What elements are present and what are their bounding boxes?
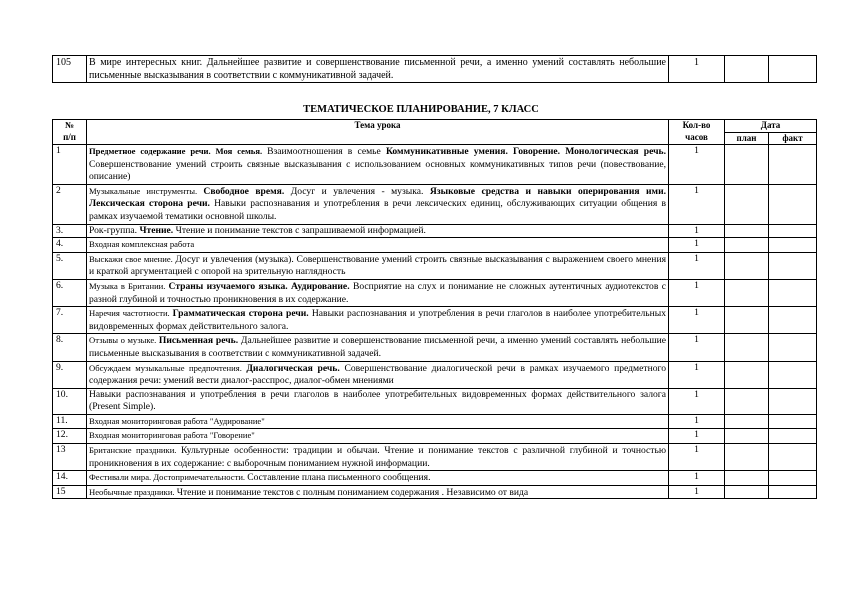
lesson-topic-part: Навыки распознавания и употребления в речи лексических единиц, обслуживающих ситуации общения в рамках изучаемой тематики основной школы.: [89, 198, 666, 222]
lesson-topic-part: Составление плана письменного сообщения.: [247, 472, 431, 484]
lesson-topic-part: Дальнейшее развитие и совершенствование письменной речи, а именно умений составлять небольшие письменные высказывания в соответствии с коммуникативной задачей.: [89, 335, 666, 359]
header-hours: [669, 120, 725, 145]
lesson-topic-part: Музыка в Британии.: [89, 280, 169, 291]
lesson-topic: [87, 184, 669, 224]
table-row: [53, 56, 817, 83]
table-row: [53, 145, 817, 185]
date-fact-cell: [769, 388, 817, 414]
lesson-hours: 1: [669, 429, 725, 444]
lesson-number: 105: [53, 56, 87, 83]
date-fact-cell: [769, 485, 817, 499]
date-plan-cell: [725, 184, 769, 224]
table-row: [53, 224, 817, 238]
table-row: [53, 485, 817, 499]
table-body: [53, 145, 817, 499]
date-fact-cell: [769, 444, 817, 471]
lesson-number: 8.: [53, 334, 87, 361]
lesson-topic-part: Грамматическая сторона речи.: [172, 308, 312, 320]
lesson-topic-part: Чтение.: [139, 224, 176, 236]
lesson-topic-part: Языковые средства и навыки оперирования ими. Лексическая сторона речи.: [89, 185, 666, 210]
table-row: [53, 429, 817, 444]
lesson-topic-part: Свободное время.: [203, 185, 291, 197]
date-fact-cell: [769, 334, 817, 361]
date-fact-cell: [769, 184, 817, 224]
lesson-topic-part: Отзывы о музыке.: [89, 335, 159, 346]
lesson-number: 5.: [53, 252, 87, 279]
table-row: [53, 238, 817, 253]
lesson-topic-part: Рок-группа.: [89, 224, 140, 236]
lesson-topic-part: Фестивали мира. Достопримечательности.: [89, 472, 248, 483]
date-plan-cell: [725, 485, 769, 499]
lesson-topic-part: Восприятие на слух и понимание не сложных аутентичных аудиотекстов с разной глубиной и точностью проникновения в их содержание.: [89, 280, 666, 305]
lesson-topic-part: Взаимоотношения в семье: [267, 146, 386, 157]
lesson-topic-part: Навыки распознавания и употребления в речи глаголов в наиболее употребительных видовременных формах действительного залога.: [89, 308, 666, 332]
lesson-topic-part: Входная мониторинговая работа "Говорение": [89, 430, 255, 441]
lesson-number: 1: [53, 145, 87, 185]
lesson-hours: 1: [669, 224, 725, 238]
date-plan-cell: [725, 334, 769, 361]
lesson-topic-part: Совершенствование диалогической речи в рамках изучаемого предметного содержания речи: умений вести диалог-расспрос, диалог-обмен мнениями: [89, 362, 666, 387]
section-title: ТЕМАТИЧЕСКОЕ ПЛАНИРОВАНИЕ, 7 КЛАСС: [303, 104, 539, 115]
date-plan-cell: [725, 145, 769, 185]
previous-page-table: [52, 55, 817, 83]
header-fact: факт: [769, 132, 817, 145]
lesson-hours: 1: [669, 56, 725, 83]
lesson-number: 14.: [53, 471, 87, 486]
table-row: [53, 184, 817, 224]
lesson-hours: 1: [669, 334, 725, 361]
lesson-topic-part: Обсуждаем музыкальные предпочтения.: [89, 362, 247, 373]
lesson-topic-part: Входная мониторинговая работа "Аудирование": [89, 415, 265, 426]
lesson-hours: 1: [669, 471, 725, 486]
lesson-topic: [87, 429, 669, 444]
lesson-topic-part: Коммуникативные умения. Говорение. Монологическая речь.: [385, 146, 666, 157]
date-plan-cell: [725, 361, 769, 388]
lesson-hours: 1: [669, 279, 725, 306]
lesson-number: 15: [53, 485, 87, 499]
lesson-topic: В мире интересных книг. Дальнейшее развитие и совершенствование письменной речи, а именно умений составлять небольшие письменные высказывания в соответствии с коммуникативной задачей.: [87, 56, 669, 83]
lesson-topic: [87, 224, 669, 238]
lesson-hours: 1: [669, 184, 725, 224]
lesson-hours: 1: [669, 361, 725, 388]
lesson-topic-part: Британские праздники.: [89, 445, 181, 456]
header-topic: Тема урока: [87, 120, 669, 145]
lesson-number: 12.: [53, 429, 87, 444]
lesson-number: 2: [53, 184, 87, 224]
date-plan-cell: [725, 252, 769, 279]
lesson-topic-part: Досуг и увлечения (музыка). Совершенствование умений строить связные высказывания с выражением своего мнения и краткой аргументацией с опорой на зрительную наглядность: [89, 253, 666, 278]
lesson-topic-part: Досуг и увлечения - музыка.: [290, 185, 430, 197]
lesson-topic-part: Наречия частотности.: [89, 308, 173, 319]
lesson-number: 4.: [53, 238, 87, 253]
date-plan-cell: [725, 388, 769, 414]
date-fact-cell: [769, 145, 817, 185]
date-plan-cell: [725, 307, 769, 334]
lesson-number: 10.: [53, 388, 87, 414]
lesson-topic: [87, 334, 669, 361]
lesson-number: 13: [53, 444, 87, 471]
thematic-planning-table: [52, 119, 817, 499]
date-fact-cell: [769, 238, 817, 253]
header-number: [53, 120, 87, 145]
lesson-hours: 1: [669, 238, 725, 253]
lesson-topic-part: Диалогическая речь.: [246, 362, 345, 374]
header-hours-line2: часов: [685, 131, 708, 142]
lesson-topic: [87, 361, 669, 388]
table-row: [53, 414, 817, 429]
lesson-topic: [87, 145, 669, 185]
lesson-topic-part: Предметное содержание речи. Моя семья.: [89, 146, 268, 156]
lesson-topic-part: Навыки распознавания и употребления в речи глаголов в наиболее употребительных видовременных формах действительного залога (Present Simple).: [89, 388, 666, 413]
table-row: [53, 361, 817, 388]
table-row: [53, 279, 817, 306]
date-fact-cell: [769, 307, 817, 334]
lesson-topic-part: Письменная речь.: [158, 335, 241, 347]
lesson-topic: [87, 471, 669, 486]
header-number-line1: №: [64, 120, 75, 130]
table-row: [53, 252, 817, 279]
lesson-topic-part: Совершенствование умений строить связные высказывания с использованием основных коммуникативных типов речи (повествование, описание): [89, 158, 666, 183]
lesson-topic: [87, 414, 669, 429]
header-date: Дата: [725, 120, 817, 133]
lesson-hours: 1: [669, 145, 725, 185]
lesson-topic-part: Культурные особенности: традиции и обычаи. Чтение и понимание текстов с различной глубиной и точностью проникновения в их содержание: с выборочным пониманием нужной информации.: [89, 445, 666, 469]
lesson-topic-part: Страны изучаемого языка.: [168, 280, 291, 292]
date-fact-cell: [769, 224, 817, 238]
lesson-topic: [87, 388, 669, 414]
table-row: [53, 388, 817, 414]
date-plan-cell: [725, 238, 769, 253]
lesson-hours: 1: [669, 388, 725, 414]
date-fact-cell: [769, 429, 817, 444]
lesson-hours: 1: [669, 252, 725, 279]
lesson-topic: [87, 307, 669, 334]
lesson-number: 9.: [53, 361, 87, 388]
lesson-hours: 1: [669, 414, 725, 429]
lesson-topic: [87, 238, 669, 253]
date-plan-cell: [725, 224, 769, 238]
lesson-topic-part: Необычные праздники.: [89, 486, 177, 497]
lesson-topic-part: Входная комплексная работа: [89, 239, 195, 250]
lesson-topic-part: Чтение и понимание текстов с полным пониманием содержания . Независимо от вида: [176, 486, 529, 498]
lesson-topic-part: Выскажи свое мнение.: [89, 253, 176, 264]
lesson-topic: [87, 444, 669, 471]
header-number-line2: п/п: [63, 131, 76, 142]
table-row: [53, 471, 817, 486]
lesson-hours: 1: [669, 485, 725, 499]
date-fact-cell: [769, 279, 817, 306]
date-plan-cell: [725, 471, 769, 486]
lesson-number: 7.: [53, 307, 87, 334]
date-fact-cell: [769, 252, 817, 279]
lesson-topic: [87, 252, 669, 279]
lesson-topic-part: Аудирование.: [290, 280, 353, 292]
lesson-topic-part: Музыкальные инструменты.: [89, 185, 204, 196]
table-row: [53, 444, 817, 471]
date-plan-cell: [725, 279, 769, 306]
header-plan: план: [725, 132, 769, 145]
date-plan-cell: [725, 429, 769, 444]
date-plan-cell: [725, 414, 769, 429]
lesson-topic: [87, 279, 669, 306]
header-hours-line1: Кол-во: [682, 120, 711, 130]
lesson-number: 3.: [53, 224, 87, 238]
date-plan-cell: [725, 56, 769, 83]
lesson-number: 6.: [53, 279, 87, 306]
date-fact-cell: [769, 56, 817, 83]
date-fact-cell: [769, 471, 817, 486]
lesson-topic: [87, 485, 669, 499]
lesson-hours: 1: [669, 307, 725, 334]
lesson-hours: 1: [669, 444, 725, 471]
date-fact-cell: [769, 414, 817, 429]
table-row: [53, 307, 817, 334]
lesson-number: 11.: [53, 414, 87, 429]
table-row: [53, 334, 817, 361]
header-row: [53, 120, 817, 133]
lesson-topic-part: Чтение и понимание текстов с запрашиваемой информацией.: [175, 224, 426, 236]
date-plan-cell: [725, 444, 769, 471]
date-fact-cell: [769, 361, 817, 388]
